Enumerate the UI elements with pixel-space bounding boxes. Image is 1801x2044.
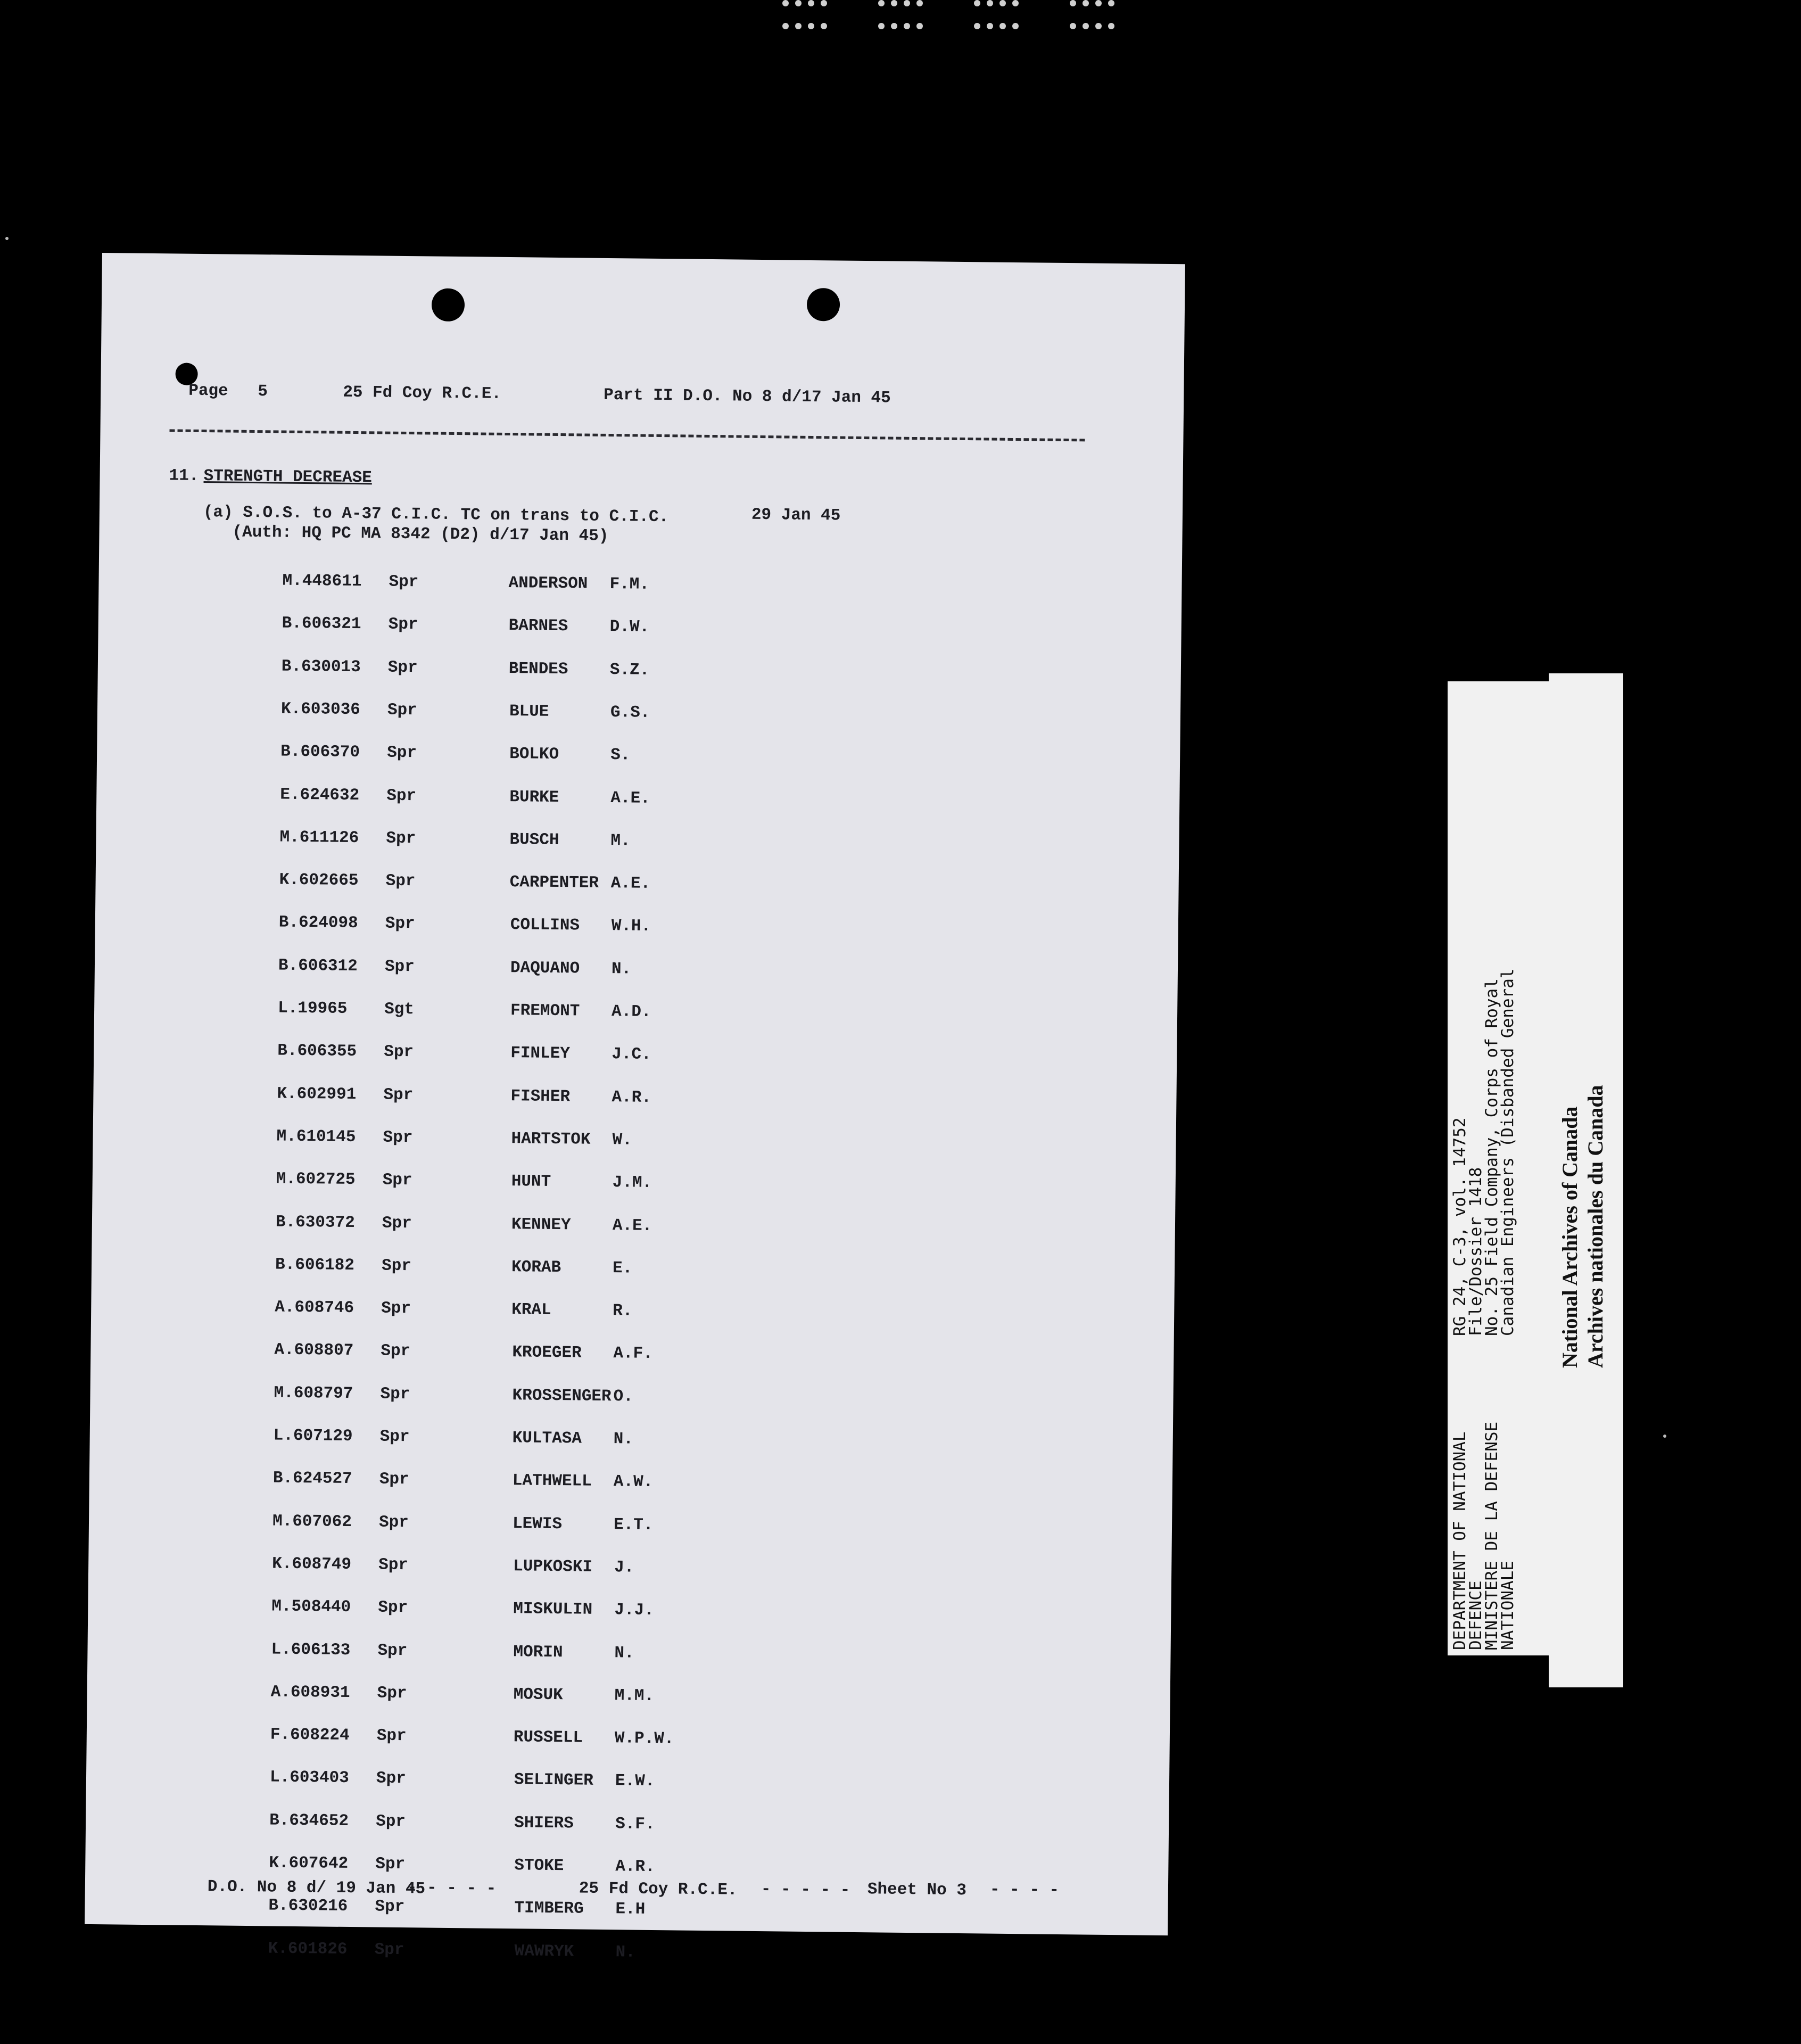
surname: TIMBERG [514, 1899, 584, 1918]
rank: Spr [375, 1812, 406, 1831]
service-number: A.608807 [274, 1340, 354, 1361]
initials: G.S. [610, 703, 650, 722]
rank: Spr [383, 1085, 414, 1105]
surname: KORAB [511, 1257, 561, 1277]
rank: Spr [380, 1384, 410, 1404]
initials: A.W. [613, 1472, 654, 1492]
rank: Spr [387, 700, 418, 720]
surname: BURKE [509, 787, 559, 807]
service-number: B.606312 [278, 956, 358, 976]
surname: SELINGER [514, 1770, 594, 1791]
service-number: K.608749 [272, 1554, 352, 1574]
initials: E.H [615, 1900, 646, 1919]
surname: KROEGER [512, 1343, 582, 1363]
archives-fr: Archives nationales du Canada [1583, 1085, 1607, 1368]
initials: E.T. [613, 1515, 654, 1535]
service-number: B.606370 [280, 742, 360, 762]
personnel-row [92, 1254, 1175, 1297]
frame-digit [974, 0, 1022, 43]
rank: Spr [375, 1897, 405, 1917]
initials: R. [613, 1301, 633, 1321]
rank: Spr [389, 572, 419, 592]
surname: BUSCH [509, 830, 559, 850]
initials: J.M. [612, 1173, 652, 1193]
personnel-row [98, 612, 1182, 655]
subsection-a-date: 29 Jan 45 [751, 505, 841, 525]
surname: WAWRYK [514, 1941, 574, 1961]
surname: FISHER [510, 1086, 571, 1106]
rank: Spr [379, 1427, 410, 1447]
footer-dash: - - - - - [407, 1878, 497, 1898]
unit-header: 25 Fd Coy R.C.E. [343, 383, 502, 403]
surname: MISKULIN [513, 1600, 593, 1619]
initials: A.F. [613, 1344, 653, 1364]
punch-hole [807, 288, 840, 322]
frame-digit [1070, 0, 1118, 43]
service-number: L.607129 [273, 1426, 353, 1446]
service-number: M.611126 [279, 828, 359, 847]
surname: LEWIS [512, 1514, 563, 1534]
personnel-row [94, 1040, 1177, 1083]
footer-sheet: Sheet No 3 [867, 1880, 967, 1900]
footer-unit: 25 Fd Coy R.C.E. [579, 1879, 738, 1900]
service-number: B.606355 [277, 1041, 357, 1061]
archive-reference-label [1448, 681, 1549, 1655]
initials: S.F. [615, 1814, 655, 1834]
personnel-row [86, 1809, 1169, 1852]
service-number: K.607642 [269, 1853, 349, 1874]
rank: Spr [374, 1940, 404, 1959]
service-number: L.19965 [277, 999, 348, 1018]
initials: A.E. [610, 788, 650, 808]
subsection-a: (a) S.O.S. to A-37 C.I.C. TC on trans to C.I.C. [203, 503, 669, 527]
service-number: L.603403 [269, 1768, 350, 1788]
initials: N. [613, 1430, 634, 1449]
rank: Spr [381, 1256, 412, 1275]
initials: A.D. [611, 1002, 651, 1021]
rank: Spr [381, 1341, 411, 1361]
rank: Spr [376, 1769, 407, 1789]
surname: HUNT [511, 1172, 551, 1192]
archives-name-label [1549, 673, 1623, 1687]
surname: RUSSELL [513, 1728, 583, 1748]
personnel-row [90, 1382, 1174, 1425]
document-page [85, 253, 1185, 1962]
initials: A.E. [610, 874, 651, 893]
service-number: A.608931 [270, 1683, 350, 1702]
rank: Spr [379, 1470, 409, 1489]
order-header: Part II D.O. No 8 d/17 Jan 45 [604, 385, 891, 408]
service-number: B.624098 [278, 913, 358, 933]
personnel-row [89, 1424, 1173, 1468]
rank: Spr [383, 1128, 413, 1148]
personnel-row [91, 1296, 1175, 1339]
initials: A.E. [612, 1216, 652, 1235]
initials: N. [615, 1942, 636, 1962]
surname: LUPKOSKI [513, 1557, 593, 1577]
initials: J.J. [614, 1601, 654, 1620]
surname: BARNES [508, 616, 568, 636]
service-number: L.606133 [271, 1639, 351, 1660]
frame-number [782, 0, 1123, 43]
speck [5, 237, 9, 240]
personnel-row [85, 1894, 1168, 1938]
initials: N. [611, 959, 632, 979]
personnel-row [97, 698, 1181, 741]
service-number: F.608224 [270, 1725, 350, 1745]
personnel-row [96, 826, 1179, 869]
service-number: M.508440 [271, 1597, 351, 1617]
surname: KROSSENGER [512, 1386, 612, 1406]
initials: E. [612, 1258, 633, 1278]
rank: Spr [387, 743, 417, 763]
personnel-row [92, 1168, 1176, 1211]
service-number: B.606182 [275, 1255, 355, 1275]
personnel-row [89, 1510, 1172, 1553]
personnel-row [96, 783, 1180, 826]
rank: Spr [384, 957, 415, 976]
service-number: M.608797 [274, 1383, 353, 1403]
personnel-row [92, 1210, 1176, 1254]
personnel-row [95, 954, 1178, 998]
rank: Spr [386, 829, 416, 848]
surname: MORIN [513, 1642, 563, 1662]
initials: S. [610, 746, 631, 765]
section-number: 11. [169, 466, 199, 485]
rank: Spr [382, 1171, 412, 1190]
rank: Spr [382, 1214, 412, 1233]
initials: A.R. [615, 1857, 655, 1877]
section-title: STRENGTH DECREASE [203, 467, 373, 488]
service-number: M.607062 [272, 1512, 352, 1531]
personnel-row [90, 1339, 1174, 1382]
surname: FREMONT [510, 1001, 580, 1021]
dashed-rule [169, 429, 1085, 441]
rank: Spr [381, 1299, 411, 1318]
reference-text: RG 24, C-3, vol. 14752 File/Dossier 1418 No. 25 Field Company, Corps of Royal Canadian Engineers (Disbanded General [1450, 968, 1517, 1336]
personnel-row [98, 570, 1182, 613]
initials: N. [614, 1643, 634, 1663]
speck [1663, 1435, 1666, 1438]
footer-order: D.O. No 8 d/ 19 Jan 45 [207, 1877, 426, 1899]
footer-dash: - - - - [989, 1880, 1060, 1900]
personnel-row [97, 740, 1180, 784]
service-number: K.603036 [280, 699, 361, 720]
personnel-row [89, 1467, 1172, 1510]
service-number: M.448611 [282, 571, 362, 591]
initials: M. [610, 831, 631, 851]
service-number: M.610145 [276, 1127, 356, 1147]
surname: MOSUK [513, 1685, 563, 1705]
rank: Sgt [384, 1000, 415, 1019]
personnel-row [95, 869, 1179, 912]
service-number: B.630216 [268, 1896, 348, 1916]
authority-line: (Auth: HQ PC MA 8342 (D2) d/17 Jan 45) [232, 523, 609, 546]
personnel-row [94, 997, 1178, 1040]
initials: J.C. [612, 1045, 651, 1065]
personnel-row [86, 1766, 1170, 1809]
surname: KRAL [511, 1300, 551, 1320]
rank: Spr [378, 1598, 408, 1618]
surname: HARTSTOK [511, 1130, 591, 1149]
archives-en: National Archives of Canada [1558, 1106, 1582, 1368]
personnel-row [95, 911, 1178, 954]
surname: DAQUANO [510, 958, 580, 978]
surname: SHIERS [514, 1813, 574, 1833]
punch-hole [432, 288, 465, 322]
personnel-row [86, 1724, 1170, 1767]
surname: COLLINS [510, 916, 580, 935]
rank: Spr [375, 1855, 406, 1874]
rank: Spr [378, 1555, 409, 1575]
rank: Spr [376, 1726, 407, 1746]
rank: Spr [385, 914, 415, 934]
department-text: DEPARTMENT OF NATIONAL DEFENCE MINISTERE DE LA DEFENSE NATIONALE [1450, 1421, 1517, 1650]
personnel-row [93, 1083, 1177, 1126]
rank: Spr [387, 658, 418, 677]
surname: LATHWELL [512, 1471, 592, 1491]
initials: W.H. [611, 917, 651, 936]
initials: M.M. [614, 1686, 655, 1705]
service-number: B.630013 [281, 657, 361, 677]
initials: O. [613, 1387, 633, 1406]
surname: ANDERSON [508, 574, 588, 594]
page-number: 5 [258, 382, 268, 401]
rank: Spr [386, 786, 417, 805]
service-number: E.624632 [280, 785, 360, 805]
personnel-row [93, 1125, 1176, 1168]
rank: Spr [388, 615, 418, 634]
page-label: Page [188, 381, 228, 401]
initials: F.M. [609, 575, 650, 594]
service-number: B.634652 [269, 1811, 349, 1831]
frame-digit [878, 0, 926, 43]
personnel-row [88, 1595, 1171, 1638]
service-number: B.624527 [272, 1469, 352, 1489]
surname: BENDES [508, 659, 568, 679]
surname: FINLEY [510, 1044, 571, 1064]
surname: BLUE [509, 702, 549, 721]
service-number: B.630372 [275, 1213, 355, 1232]
service-number: M.602725 [276, 1169, 356, 1190]
initials: E.W. [615, 1771, 655, 1791]
initials: S.Z. [609, 660, 650, 680]
surname: BOLKO [509, 745, 559, 764]
frame-digit [782, 0, 830, 43]
rank: Spr [385, 871, 416, 891]
initials: W.P.W. [614, 1729, 674, 1749]
initials: J. [614, 1558, 634, 1577]
personnel-row [88, 1553, 1172, 1596]
service-number: K.602665 [279, 870, 359, 891]
rank: Spr [377, 1641, 408, 1660]
service-number: B.606321 [282, 614, 361, 634]
personnel-row [87, 1638, 1171, 1681]
rank: Spr [384, 1042, 414, 1062]
initials: D.W. [609, 617, 650, 637]
surname: CARPENTER [509, 873, 599, 893]
rank: Spr [378, 1513, 409, 1532]
footer-dash: - - - - - [761, 1880, 850, 1900]
service-number: K.601826 [268, 1939, 348, 1959]
surname: STOKE [514, 1856, 564, 1876]
personnel-row [97, 655, 1181, 698]
surname: KULTASA [512, 1429, 582, 1448]
initials: W. [612, 1131, 633, 1150]
surname: KENNEY [511, 1215, 571, 1234]
service-number: A.608746 [275, 1298, 354, 1318]
initials: A.R. [612, 1087, 652, 1107]
service-number: K.602991 [277, 1084, 357, 1104]
personnel-row [84, 1937, 1168, 1980]
rank: Spr [377, 1684, 407, 1703]
personnel-row [87, 1681, 1170, 1724]
